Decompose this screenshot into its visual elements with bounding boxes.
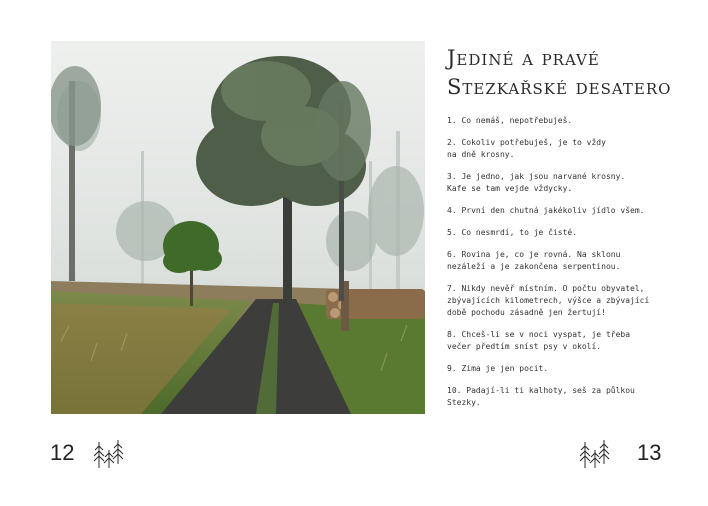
rule-item: 5. Co nesmrdí, to je čisté.: [447, 228, 578, 237]
rule-item: 2. Cokoliv potřebuješ, je to vždy na dně krosny.: [447, 138, 606, 159]
pine-trees-icon: [579, 438, 611, 470]
rule-item: 4. První den chutná jakékoliv jídlo všem.: [447, 206, 645, 215]
rule-item: 3. Je jedno, jak jsou narvané krosny. Kafe se tam vejde vždycky.: [447, 172, 626, 193]
title-line-1: Jediné a pravé: [447, 46, 600, 70]
rule-item: 1. Co nemáš, nepotřebuješ.: [447, 116, 573, 125]
rule-item: 8. Chceš-li se v noci vyspat, je třeba večer předtím sníst psy v okolí.: [447, 330, 631, 351]
title-line-2: Stezkařské desatero: [447, 75, 672, 99]
page-number-left: 12: [50, 440, 75, 465]
forest-path-photo: [51, 41, 425, 414]
page-number-right: 13: [637, 440, 662, 465]
rule-item: 10. Padají-li ti kalhoty, seš za půlkou Stezky.: [447, 386, 635, 407]
page-title: [447, 44, 692, 102]
rules-list: [447, 115, 697, 419]
rule-item: 6. Rovina je, co je rovná. Na sklonu nezáleží a je zakončena serpentinou.: [447, 250, 621, 271]
rule-item: 9. Zima je jen pocit.: [447, 364, 549, 373]
rule-item: 7. Nikdy nevěř místním. O počtu obyvatel, zbývajících kilometrech, výšce a zbývající době pochodu zásadně jen žertují!: [447, 284, 650, 317]
pine-trees-icon: [93, 438, 125, 470]
